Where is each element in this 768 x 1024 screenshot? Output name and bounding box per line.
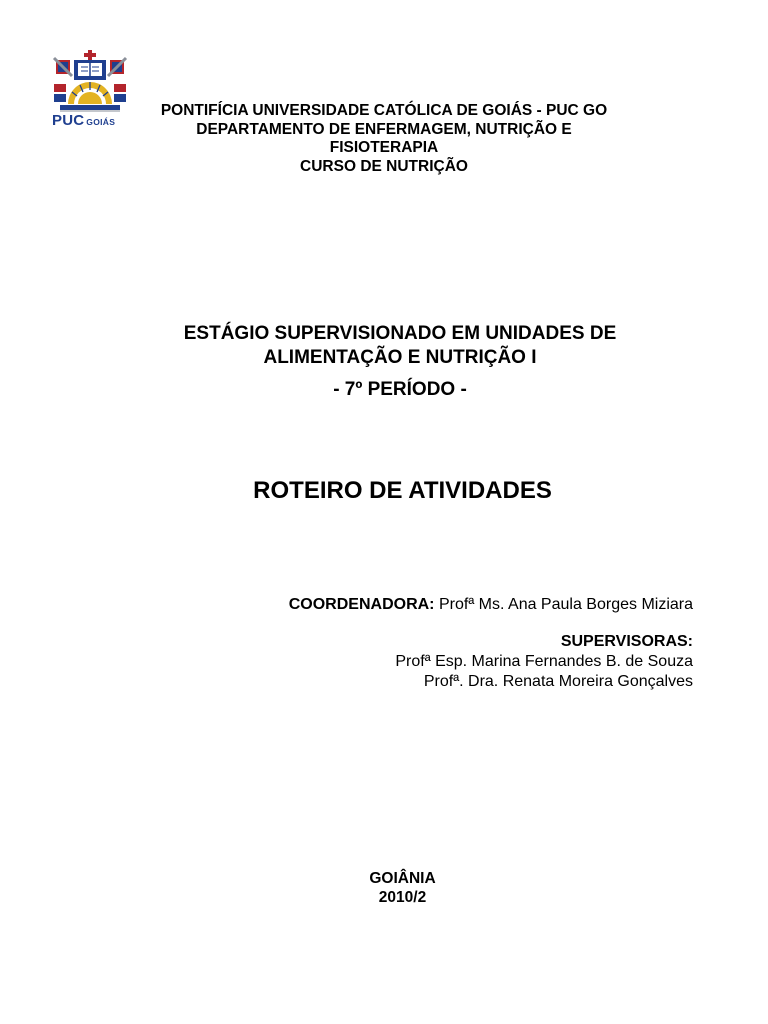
discipline-block [0, 322, 768, 402]
coordinator-line [289, 595, 693, 615]
logo-brand: PUC [52, 112, 85, 129]
coordinator-label: COORDENADORA: [288, 596, 435, 613]
department-name: DEPARTAMENTO DE ENFERMAGEM, NUTRIÇÃO E [196, 120, 572, 138]
supervisor-name: Profª Esp. Marina Fernandes B. de Souza [395, 653, 693, 670]
logo-subtitle: GOIÁS [86, 117, 116, 127]
supervisors-label: SUPERVISORAS: [560, 633, 693, 650]
supervisor-name: Profª. Dra. Renata Moreira Gonçalves [423, 673, 693, 690]
discipline-title-line1: ESTÁGIO SUPERVISIONADO EM UNIDADES DE [183, 323, 617, 344]
document-title: ROTEIRO DE ATIVIDADES [253, 477, 552, 504]
document-footer [0, 869, 768, 907]
institution-header [0, 102, 768, 176]
department-name-cont: FISIOTERAPIA [329, 139, 439, 156]
university-name: PONTIFÍCIA UNIVERSIDADE CATÓLICA DE GOIÁS - PUC GO [160, 102, 608, 119]
supervisors-block [395, 632, 693, 692]
date: 2010/2 [378, 889, 427, 906]
discipline-period: - 7º PERÍODO - [333, 379, 467, 400]
coordinator-name: Profª Ms. Ana Paula Borges Miziara [438, 596, 693, 613]
discipline-title-line2: ALIMENTAÇÃO E NUTRIÇÃO I [263, 347, 537, 368]
course-name: CURSO DE NUTRIÇÃO [300, 157, 468, 175]
city: GOIÂNIA [369, 870, 436, 887]
